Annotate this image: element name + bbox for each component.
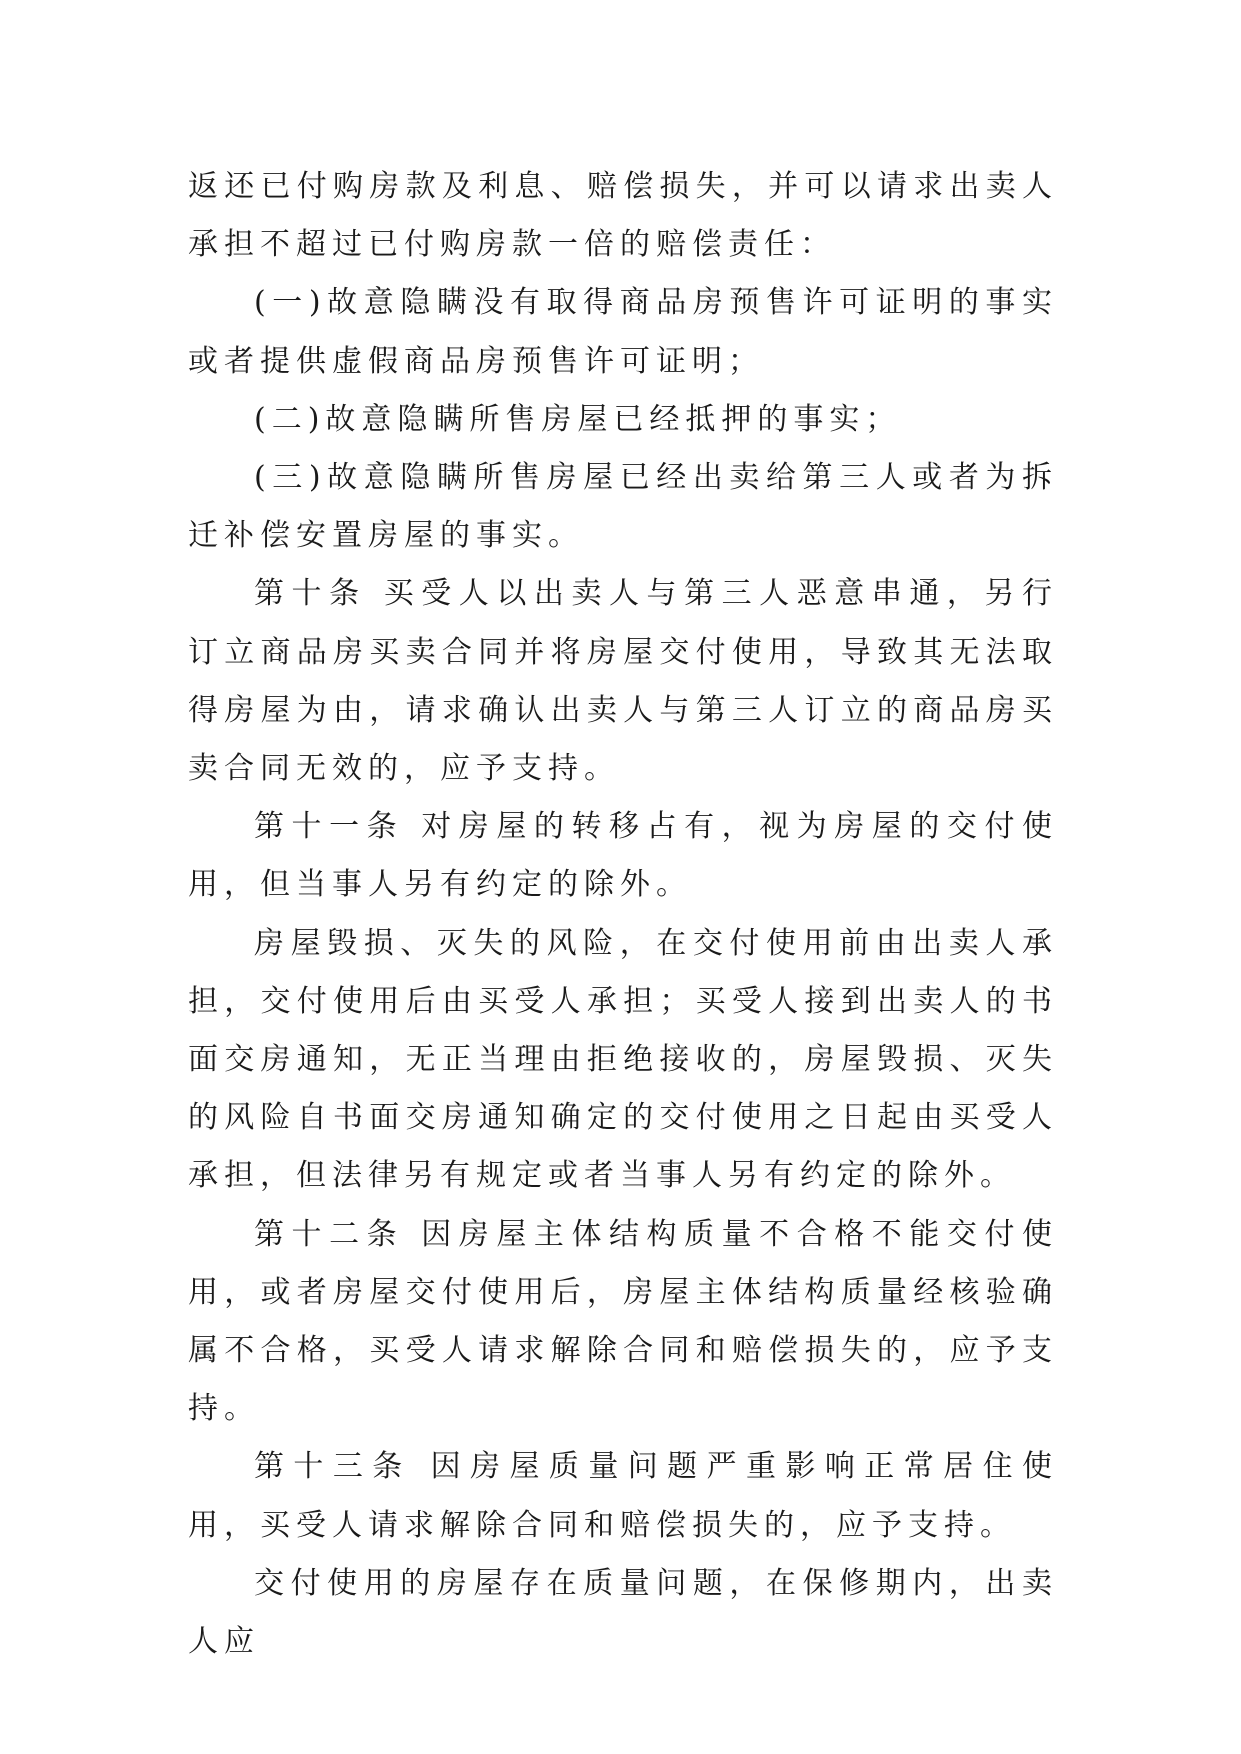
paragraph-article-13-warranty: 交付使用的房屋存在质量问题，在保修期内，出卖人应 [188, 1565, 1058, 1660]
paragraph-item-2: (二)故意隐瞒所售房屋已经抵押的事实； [254, 401, 902, 437]
paragraph-item-1: (一)故意隐瞒没有取得商品房预售许可证明的事实或者提供虚假商品房预售许可证明； [188, 285, 1058, 379]
paragraph-article-11: 第十一条 对房屋的转移占有，视为房屋的交付使用，但当事人另有约定的除外。 [188, 809, 1058, 903]
document-page [188, 158, 1058, 1671]
paragraph-article-11-risk: 房屋毁损、灭失的风险，在交付使用前由出卖人承担，交付使用后由买受人承担；买受人接到出卖人的书面交房通知，无正当理由拒绝接收的，房屋毁损、灭失的风险自书面交房通知确定的交付使用之日起由买受人承担，但法律另有规定或者当事人另有约定的除外。 [188, 925, 1058, 1194]
paragraph-article-10: 第十条 买受人以出卖人与第三人恶意串通，另行订立商品房买卖合同并将房屋交付使用，导致其无法取得房屋为由，请求确认出卖人与第三人订立的商品房买卖合同无效的，应予支持。 [188, 576, 1058, 787]
paragraph-article-12: 第十二条 因房屋主体结构质量不合格不能交付使用，或者房屋交付使用后，房屋主体结构质量经核验确属不合格，买受人请求解除合同和赔偿损失的，应予支持。 [188, 1216, 1058, 1427]
paragraph-continuation: 返还已付购房款及利息、赔偿损失，并可以请求出卖人承担不超过已付购房款一倍的赔偿责任： [188, 169, 1058, 263]
paragraph-item-3: (三)故意隐瞒所售房屋已经出卖给第三人或者为拆迁补偿安置房屋的事实。 [188, 460, 1058, 554]
paragraph-article-13: 第十三条 因房屋质量问题严重影响正常居住使用，买受人请求解除合同和赔偿损失的，应予支持。 [188, 1449, 1058, 1543]
